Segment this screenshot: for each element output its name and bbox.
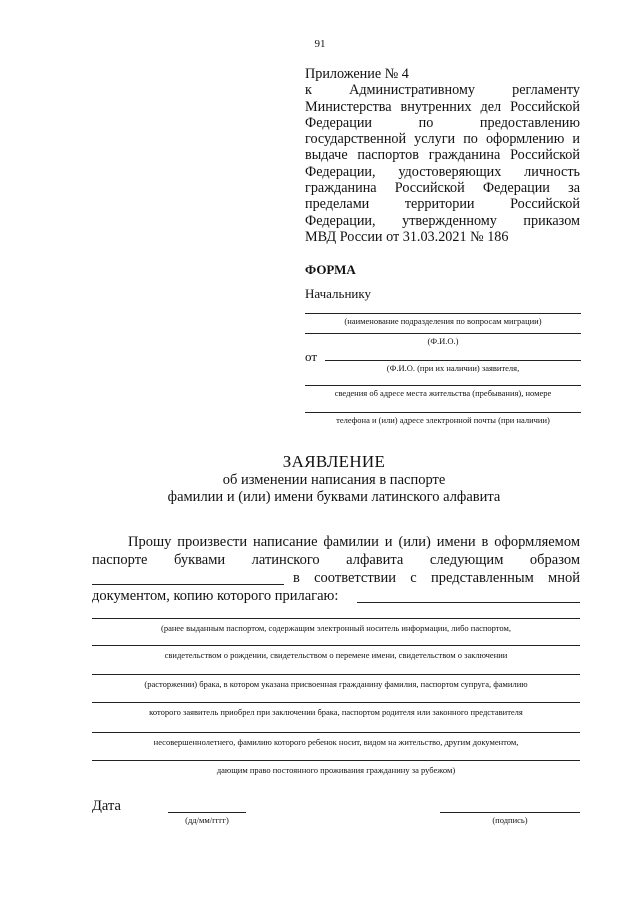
statement-subtitle-2: фамилии и (или) имени буквами латинского алфавита	[167, 489, 501, 505]
document-caption-6: дающим право постоянного проживания гражданину за рубежом)	[216, 765, 456, 775]
from-label: от	[305, 349, 318, 364]
request-line-1: Прошу произвести написание фамилии и (или) имени в оформляемом	[128, 534, 580, 550]
statement-title: ЗАЯВЛЕНИЕ	[282, 452, 386, 471]
appendix-line: Министерства внутренних дел Российской	[305, 98, 580, 115]
contacts-caption: телефона и (или) адресе электронной почты (при наличии)	[336, 415, 550, 425]
appendix-line: государственной услуги по оформлению и	[305, 131, 580, 148]
request-paragraph	[92, 533, 580, 569]
attached-document-field[interactable]	[357, 602, 580, 603]
document-line-1[interactable]	[92, 618, 580, 619]
fio-caption: (Ф.И.О.)	[427, 336, 459, 346]
document-line-2[interactable]	[92, 645, 580, 646]
document-line-4[interactable]	[92, 702, 580, 703]
unit-name-line[interactable]	[305, 313, 581, 314]
document-line-6[interactable]	[92, 760, 580, 761]
fio-line[interactable]	[305, 333, 581, 334]
contacts-line[interactable]	[305, 412, 581, 413]
document-line-3[interactable]	[92, 674, 580, 675]
appendix-line: гражданина Российской Федерации за	[305, 180, 580, 197]
request-line-3: в соответствии с представленным мной	[293, 570, 580, 586]
request-line-3-wrap	[293, 569, 580, 587]
date-caption: (дд/мм/гггг)	[185, 815, 229, 825]
document-caption-4: которого заявитель приобрел при заключении брака, паспортом родителя или законного представителя	[149, 707, 523, 717]
form-label: ФОРМА	[305, 262, 356, 277]
appendix-line: пределами территории Российской	[305, 196, 580, 213]
addressee-chief: Начальнику	[305, 286, 372, 301]
appendix-title: Приложение № 4	[305, 66, 409, 82]
latin-spelling-field[interactable]	[92, 584, 284, 585]
unit-name-caption: (наименование подразделения по вопросам миграции)	[344, 316, 542, 326]
applicant-line[interactable]	[325, 360, 581, 361]
document-caption-3: (расторжении) брака, в котором указана присвоенная гражданину фамилия, паспортом супруга, фамилию	[144, 679, 528, 689]
appendix-line: Федерации по предоставлению	[305, 114, 580, 131]
document-caption-1: (ранее выданным паспортом, содержащим электронный носитель информации, либо паспортом,	[161, 623, 511, 633]
appendix-header	[305, 66, 580, 245]
date-field[interactable]	[168, 812, 246, 813]
address-line[interactable]	[305, 385, 581, 386]
request-line-2: паспорте буквами латинского алфавита следующим образом	[92, 552, 580, 568]
appendix-line: Федерации, утвержденному приказом	[305, 212, 580, 229]
address-caption: сведения об адресе места жительства (пребывания), номере	[334, 388, 552, 398]
appendix-line: Федерации, удостоверяющих личность	[305, 163, 580, 180]
signature-field[interactable]	[440, 812, 580, 813]
document-caption-5: несовершеннолетнего, фамилию которого ребенок носит, видом на жительство, другим документом,	[153, 737, 519, 747]
appendix-line: МВД России от 31.03.2021 № 186	[305, 228, 509, 245]
document-line-5[interactable]	[92, 732, 580, 733]
page-number: 91	[314, 38, 326, 50]
document-caption-2: свидетельством о рождении, свидетельством о перемене имени, свидетельством о заключении	[164, 650, 508, 660]
appendix-line: выдаче паспортов гражданина Российской	[305, 147, 580, 164]
request-line-4: документом, копию которого прилагаю:	[92, 588, 339, 604]
date-label: Дата	[92, 798, 121, 814]
appendix-line: к Административному регламенту	[305, 82, 580, 99]
signature-caption: (подпись)	[492, 815, 528, 825]
applicant-caption: (Ф.И.О. (при их наличии) заявителя,	[386, 363, 520, 373]
statement-subtitle-1: об изменении написания в паспорте	[222, 472, 446, 488]
